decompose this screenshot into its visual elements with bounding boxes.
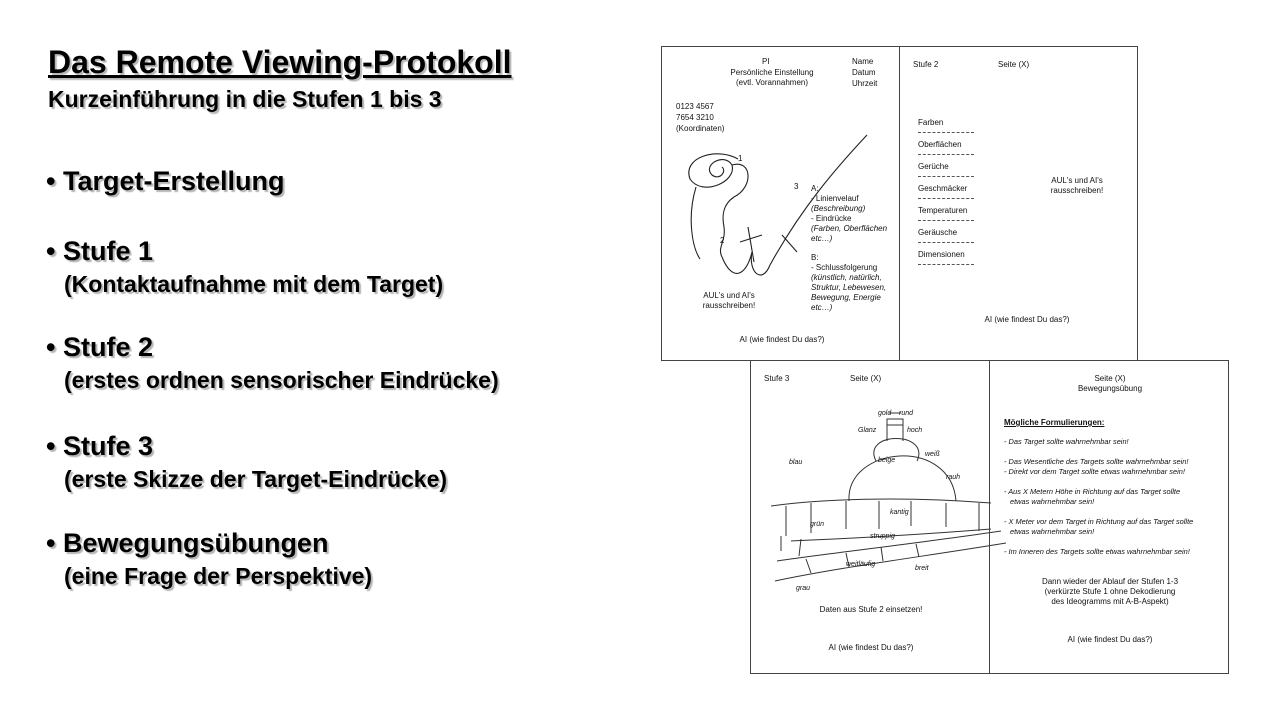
formulierung-line: - X Meter vor dem Target in Richtung auf das Target sollte — [1004, 517, 1194, 526]
bullet-label: • Stufe 3 — [46, 431, 153, 461]
pe-line2: (evtl. Vorannahmen) — [735, 78, 809, 87]
ideogram-sketch — [662, 47, 1138, 361]
a-aspect-line: etc…) — [811, 234, 833, 243]
uhrzeit-label: Uhrzeit — [852, 79, 878, 88]
bullet-label: • Stufe 1 — [46, 236, 153, 266]
coordinate-label: (Koordinaten) — [676, 124, 725, 133]
sketch-word: breit — [915, 565, 929, 572]
sketch-word: rauh — [946, 474, 961, 481]
ai-note: AI (wie findest Du das?) — [828, 643, 914, 652]
ablauf-line: des Ideogramms mit A-B-Aspekt) — [1051, 597, 1169, 606]
sense-item: Geschmäcker — [918, 184, 968, 193]
aul-note-line2: rausschreiben! — [702, 301, 756, 310]
coordinate-2: 7654 3210 — [676, 113, 714, 122]
bewegung-title: Bewegungsübung — [1077, 384, 1143, 393]
bullet-sub: (erste Skizze der Target-Eindrücke) — [64, 466, 448, 492]
sketch-number-2: 2 — [720, 236, 725, 245]
pe-line1: Persönliche Einstellung — [730, 68, 814, 77]
stufe-2-label: Stufe 2 — [913, 60, 939, 69]
sketch-word: Glanz — [858, 427, 877, 434]
aul-note-line2: rausschreiben! — [1050, 186, 1104, 195]
formulierung-line: - Aus X Metern Höhe in Richtung auf das Target sollte — [1004, 487, 1181, 496]
sense-item: Farben — [918, 118, 944, 127]
formulierung-line: etwas wahrnehmbar sein! — [1010, 527, 1095, 536]
b-aspect-line: etc…) — [811, 303, 833, 312]
bullet-sub: (erstes ordnen sensorischer Eindrücke) — [64, 367, 499, 393]
aul-note-line1: AUL's und AI's — [703, 291, 755, 300]
sketch-number-1: 1 — [738, 154, 743, 163]
sketch-word: grün — [810, 521, 825, 528]
a-aspect-line: - Linienvelauf — [811, 194, 859, 203]
sense-item: Geräusche — [918, 228, 958, 237]
formulierung-line: - Das Target sollte wahrnehmbar sein! — [1004, 437, 1129, 446]
bullet-stufe-1 — [46, 236, 443, 298]
sketch-word: hoch — [907, 427, 923, 434]
sketch-word: weitläufig — [846, 561, 876, 568]
stufe-3-label: Stufe 3 — [764, 374, 790, 383]
a-aspect-line: (Beschreibung) — [811, 204, 866, 213]
a-aspect-line: - Eindrücke — [811, 214, 852, 223]
pi-label: PI — [762, 57, 770, 66]
b-aspect-line: (künstlich, natürlich, — [811, 273, 882, 282]
formulierung-line: - Im Inneren des Targets sollte etwas wahrnehmbar sein! — [1004, 547, 1190, 556]
sketch-word: kantig — [890, 509, 909, 516]
sense-item: Temperaturen — [918, 206, 968, 215]
ablauf-line: (verkürzte Stufe 1 ohne Dekodierung — [1044, 587, 1176, 596]
bullet-sub: (Kontaktaufnahme mit dem Target) — [64, 271, 444, 297]
ai-note: AI (wie findest Du das?) — [739, 335, 825, 344]
bullet-stufe-2 — [46, 332, 499, 394]
formulierung-line: - Das Wesentliche des Targets sollte wahrnehmbar sein! — [1004, 457, 1189, 466]
bullet-label: • Stufe 2 — [46, 332, 153, 362]
coordinate-1: 0123 4567 — [676, 102, 714, 111]
datum-label: Datum — [852, 68, 876, 77]
sketch-number-3: 3 — [794, 182, 799, 191]
b-aspect-line: Struktur, Lebewesen, — [811, 283, 887, 292]
formulierungen-heading: Mögliche Formulierungen: — [1004, 418, 1105, 427]
seite-label: Seite (X) — [998, 60, 1030, 69]
b-aspect-line: - Schlussfolgerung — [811, 263, 878, 272]
name-label: Name — [852, 57, 874, 66]
a-aspect-label: A: — [811, 184, 819, 193]
sketch-word: blau — [789, 459, 803, 466]
protocol-sheet-stufe-3-bewegung — [750, 360, 1229, 674]
sketch-word: gold — [878, 410, 892, 417]
sketch-word: struppig — [870, 533, 895, 540]
bullet-label: • Target-Erstellung — [46, 166, 285, 196]
b-aspect-label: B: — [811, 253, 819, 262]
daten-note: Daten aus Stufe 2 einsetzen! — [819, 605, 923, 614]
a-aspect-line: (Farben, Oberflächen — [811, 224, 888, 233]
sense-item: Dimensionen — [918, 250, 965, 259]
bullet-stufe-3 — [46, 431, 447, 493]
ai-note: AI (wie findest Du das?) — [1067, 635, 1153, 644]
slide-title: Das Remote Viewing-Protokoll — [48, 44, 512, 80]
formulierung-line: - Direkt vor dem Target sollte etwas wahrnehmbar sein! — [1004, 467, 1185, 476]
sense-item: Oberflächen — [918, 140, 962, 149]
sense-item: Gerüche — [918, 162, 949, 171]
aul-note-line1: AUL's und AI's — [1051, 176, 1103, 185]
slide-subtitle: Kurzeinführung in die Stufen 1 bis 3 — [48, 86, 442, 112]
bullet-target-erstellung — [46, 166, 284, 197]
seite-label: Seite (X) — [850, 374, 882, 383]
sketch-word: weiß — [925, 451, 940, 458]
ai-note: AI (wie findest Du das?) — [984, 315, 1070, 324]
sketch-word: rund — [899, 410, 914, 417]
bullet-label: • Bewegungsübungen — [46, 528, 329, 558]
sketch-word: beige — [878, 457, 896, 464]
bullet-bewegungsuebungen — [46, 528, 372, 590]
protocol-sheet-stufe-1-2 — [661, 46, 1138, 361]
seite-label: Seite (X) — [1094, 374, 1126, 383]
formulierung-line: etwas wahrnehmbar sein! — [1010, 497, 1095, 506]
ablauf-line: Dann wieder der Ablauf der Stufen 1-3 — [1041, 577, 1179, 586]
b-aspect-line: Bewegung, Energie — [811, 293, 881, 302]
sketch-word: grau — [796, 585, 811, 592]
bullet-sub: (eine Frage der Perspektive) — [64, 563, 373, 589]
